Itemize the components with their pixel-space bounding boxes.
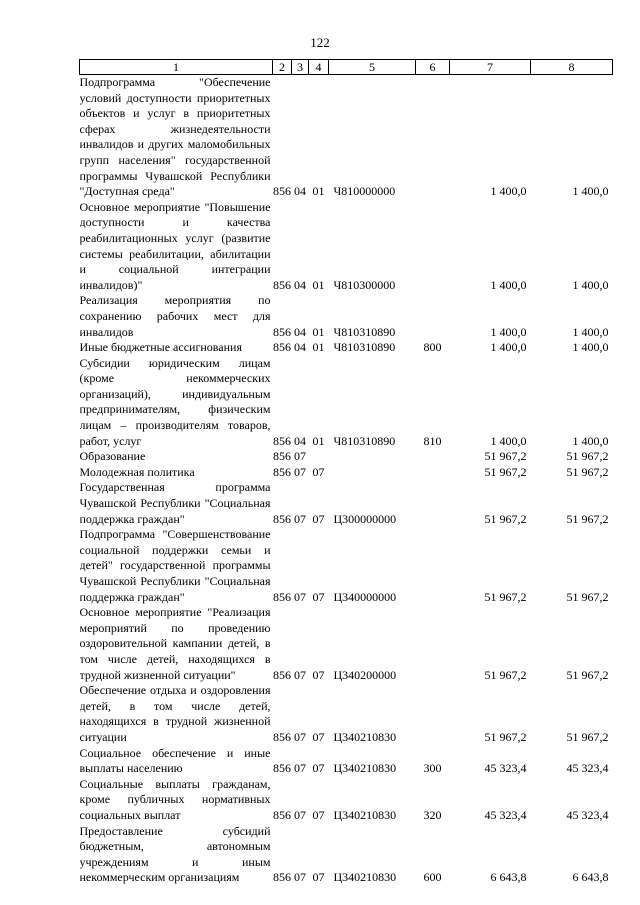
row-sum-2: 1 400,0 xyxy=(572,184,609,199)
row-name: Образование xyxy=(79,449,146,464)
row-sum-2: 1 400,0 xyxy=(572,340,609,355)
row-subsection: 01 xyxy=(312,340,325,355)
header-col-4: 4 xyxy=(309,60,329,75)
row-name: Реализация мероприятия по сохранению рабочих мест для инвалидов xyxy=(79,293,271,339)
table-row xyxy=(80,356,613,450)
row-subsection: 01 xyxy=(312,324,325,339)
header-col-7: 7 xyxy=(450,60,531,75)
row-name: Государственная программа Чувашской Республики "Социальная поддержка граждан" xyxy=(79,480,271,526)
table-row xyxy=(80,75,613,200)
row-target-code: Ц340000000 xyxy=(333,589,397,604)
row-subsection xyxy=(309,449,329,465)
row-section: 04 xyxy=(294,433,306,448)
row-sum-2: 51 967,2 xyxy=(566,464,609,479)
row-sum-2: 1 400,0 xyxy=(572,324,609,339)
row-expense-type xyxy=(416,293,450,340)
header-col-5: 5 xyxy=(329,60,416,75)
row-sum-1: 51 967,2 xyxy=(484,729,527,744)
row-grbs: 856 xyxy=(273,433,291,448)
row-target-code: Ч810310890 xyxy=(333,324,396,339)
table-row xyxy=(80,465,613,481)
row-target-code: Ц340210830 xyxy=(333,807,397,822)
row-grbs: 856 xyxy=(273,807,291,822)
row-section: 04 xyxy=(294,340,306,355)
row-sum-2: 1 400,0 xyxy=(572,277,609,292)
row-sum-1: 51 967,2 xyxy=(484,511,527,526)
row-name: Подпрограмма "Обеспечение условий доступности приоритетных объектов и услуг в приоритетных сферах жизнедеятельности инвалидов и других маломобильных групп населения" государственной программы Чувашской Республики "Доступная среда" xyxy=(79,75,271,199)
row-subsection: 07 xyxy=(312,870,325,885)
row-name: Иные бюджетные ассигнования xyxy=(79,340,242,355)
row-section: 07 xyxy=(294,807,306,822)
row-expense-type xyxy=(416,480,450,527)
table-row xyxy=(80,480,613,527)
row-expense-type xyxy=(416,465,450,481)
row-grbs: 856 xyxy=(273,340,291,355)
row-section: 04 xyxy=(294,324,306,339)
row-target-code: Ц340210830 xyxy=(333,870,397,885)
row-section: 07 xyxy=(294,449,306,464)
row-target-code xyxy=(329,465,416,481)
row-name: Молодежная политика xyxy=(79,464,195,479)
row-sum-2: 51 967,2 xyxy=(566,511,609,526)
row-section: 07 xyxy=(294,870,306,885)
row-grbs: 856 xyxy=(273,870,291,885)
row-grbs: 856 xyxy=(273,184,291,199)
row-expense-type: 600 xyxy=(423,870,442,885)
row-subsection: 07 xyxy=(312,729,325,744)
row-target-code: Ц340210830 xyxy=(333,729,397,744)
row-sum-1: 1 400,0 xyxy=(490,433,527,448)
row-sum-1: 51 967,2 xyxy=(484,464,527,479)
row-subsection: 07 xyxy=(312,511,325,526)
row-section: 07 xyxy=(294,464,306,479)
row-subsection: 07 xyxy=(312,761,325,776)
table-body xyxy=(80,75,613,886)
table-row xyxy=(80,527,613,605)
table-row xyxy=(80,824,613,886)
row-expense-type: 300 xyxy=(423,761,442,776)
header-col-2: 2 xyxy=(273,60,292,75)
row-expense-type xyxy=(416,683,450,745)
row-section: 07 xyxy=(294,761,306,776)
row-sum-2: 45 323,4 xyxy=(566,807,609,822)
table-header xyxy=(80,60,613,75)
row-expense-type: 810 xyxy=(423,433,442,448)
row-subsection: 07 xyxy=(312,807,325,822)
row-subsection: 01 xyxy=(312,277,325,292)
row-name: Основное мероприятие "Реализация мероприятий по проведению оздоровительной кампании детей, в том числе детей, находящихся в трудной жизненной ситуации" xyxy=(79,605,271,682)
table-row xyxy=(80,293,613,340)
header-col-3: 3 xyxy=(292,60,309,75)
row-sum-2: 45 323,4 xyxy=(566,761,609,776)
row-expense-type xyxy=(416,75,450,200)
row-grbs: 856 xyxy=(273,277,291,292)
row-grbs: 856 xyxy=(273,449,291,464)
table-row xyxy=(80,746,613,777)
table-row xyxy=(80,200,613,294)
row-sum-2: 51 967,2 xyxy=(566,729,609,744)
row-sum-2: 51 967,2 xyxy=(566,667,609,682)
row-section: 07 xyxy=(294,511,306,526)
table-row xyxy=(80,605,613,683)
row-target-code xyxy=(329,449,416,465)
table-row xyxy=(80,340,613,356)
row-grbs: 856 xyxy=(273,511,291,526)
row-sum-1: 45 323,4 xyxy=(484,761,527,776)
row-name: Субсидии юридическим лицам (кроме некоммерческих организаций), индивидуальным предпринимателям, физическим лицам – производителям товаров, работ, услуг xyxy=(79,355,271,448)
row-subsection: 07 xyxy=(312,589,325,604)
row-name: Основное мероприятие "Повышение доступности и качества реабилитационных услуг (развитие системы реабилитации, абилитации и социальной интеграции инвалидов)" xyxy=(79,199,271,292)
row-subsection: 07 xyxy=(312,464,325,479)
header-col-8: 8 xyxy=(531,60,613,75)
row-name: Обеспечение отдыха и оздоровления детей, в том числе детей, находящихся в трудной жизненной ситуации xyxy=(79,683,271,744)
row-expense-type xyxy=(416,605,450,683)
row-section: 04 xyxy=(294,277,306,292)
row-sum-1: 1 400,0 xyxy=(490,184,527,199)
budget-table xyxy=(79,59,613,886)
table-row xyxy=(80,777,613,824)
table-row xyxy=(80,683,613,745)
row-subsection: 07 xyxy=(312,667,325,682)
header-col-1: 1 xyxy=(80,60,273,75)
row-target-code: Ц300000000 xyxy=(333,511,397,526)
row-sum-1: 1 400,0 xyxy=(490,277,527,292)
page-number: 122 xyxy=(310,35,330,50)
header-col-6: 6 xyxy=(416,60,450,75)
row-expense-type: 320 xyxy=(423,807,442,822)
row-target-code: Ч810310890 xyxy=(333,433,396,448)
row-grbs: 856 xyxy=(273,667,291,682)
row-name: Предоставление субсидий бюджетным, автономным учреждениям и иным некоммерческим организациям xyxy=(79,823,271,885)
row-target-code: Ч810310890 xyxy=(333,340,396,355)
row-target-code: Ч810000000 xyxy=(333,184,396,199)
row-expense-type xyxy=(416,449,450,465)
row-grbs: 856 xyxy=(273,324,291,339)
row-sum-1: 1 400,0 xyxy=(490,340,527,355)
row-sum-2: 1 400,0 xyxy=(572,433,609,448)
row-target-code: Ц340200000 xyxy=(333,667,397,682)
row-grbs: 856 xyxy=(273,464,291,479)
row-expense-type xyxy=(416,200,450,294)
row-expense-type xyxy=(416,527,450,605)
header-row xyxy=(80,60,613,75)
row-sum-1: 51 967,2 xyxy=(484,667,527,682)
row-section: 07 xyxy=(294,589,306,604)
row-sum-1: 1 400,0 xyxy=(490,324,527,339)
row-section: 07 xyxy=(294,729,306,744)
row-sum-1: 6 643,8 xyxy=(490,870,527,885)
row-section: 04 xyxy=(294,184,306,199)
row-target-code: Ц340210830 xyxy=(333,761,397,776)
row-grbs: 856 xyxy=(273,729,291,744)
row-subsection: 01 xyxy=(312,184,325,199)
row-name: Подпрограмма "Совершенствование социальной поддержки семьи и детей" государственной программы Чувашской Республики "Социальная поддержка граждан" xyxy=(79,527,271,604)
row-name: Социальные выплаты гражданам, кроме публичных нормативных социальных выплат xyxy=(79,776,271,822)
table-row xyxy=(80,449,613,465)
row-grbs: 856 xyxy=(273,761,291,776)
row-sum-1: 45 323,4 xyxy=(484,807,527,822)
row-sum-2: 51 967,2 xyxy=(566,449,609,464)
row-section: 07 xyxy=(294,667,306,682)
row-name: Социальное обеспечение и иные выплаты населению xyxy=(79,745,271,776)
row-sum-1: 51 967,2 xyxy=(484,589,527,604)
row-expense-type: 800 xyxy=(423,340,442,355)
row-target-code: Ч810300000 xyxy=(333,277,396,292)
row-grbs: 856 xyxy=(273,589,291,604)
row-sum-2: 51 967,2 xyxy=(566,589,609,604)
row-sum-2: 6 643,8 xyxy=(572,870,609,885)
row-sum-1: 51 967,2 xyxy=(484,449,527,464)
row-subsection: 01 xyxy=(312,433,325,448)
